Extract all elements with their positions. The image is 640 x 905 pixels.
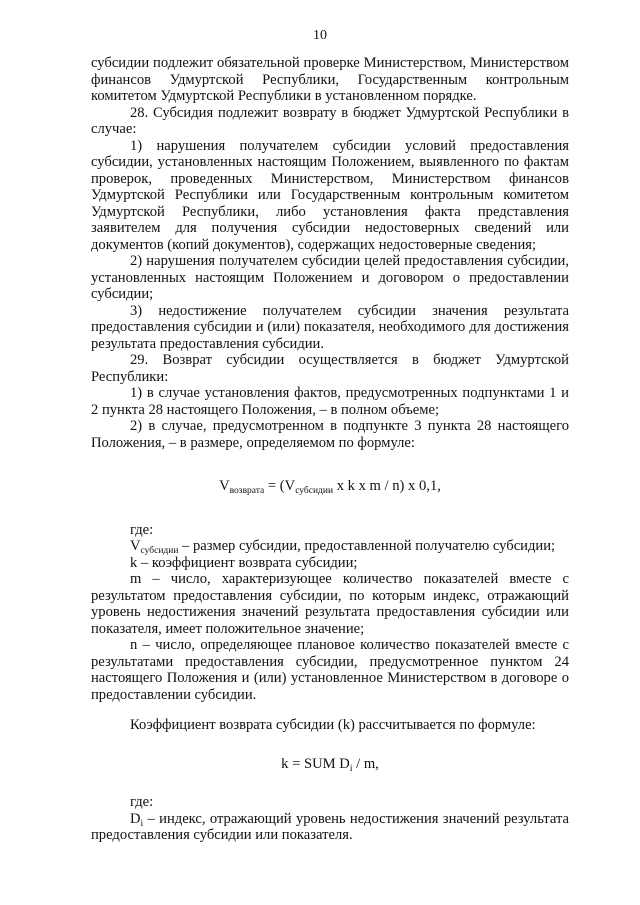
coefficient-intro: Коэффициент возврата субсидии (k) рассчитывается по формуле: — [130, 717, 536, 733]
def-d-subscript: i — [140, 818, 144, 829]
paragraph-28-item-1: 1) нарушения получателем субсидии условий предоставления субсидии, установленных настоящим Положением, выявленного по фактам проверок, проведенных Министерством, Министерством финансов Удмуртской Республики или Государственным контрольным комитетом Удмуртской Республики, либо установления факта представления заявителем для получения субсидии недостоверных сведений или документов (копий документов), содержащих недостоверные сведения; — [91, 137, 569, 253]
def-v-text: – размер субсидии, предоставленной получателю субсидии; — [178, 538, 556, 554]
paragraph-28-item-2: 2) нарушения получателем субсидии целей предоставления субсидии, установленных настоящим Положением и договором о предоставлении субсидии; — [91, 253, 569, 302]
formula-v-subscript: возврата — [229, 486, 265, 496]
formula2-pre: k = SUM D — [281, 755, 350, 772]
formula2-subscript: i — [349, 763, 353, 774]
where-label-1: где: — [130, 521, 154, 538]
def-v-symbol: V — [130, 538, 141, 554]
formula-v: V — [219, 478, 230, 494]
definition-k: k – коэффициент возврата субсидии; — [130, 554, 358, 571]
paragraph-29-item-2: 2) в случае, предусмотренном в подпункте 3 пункта 28 настоящего Положения, – в размере, определяемом по формуле: — [91, 418, 569, 451]
page-number: 10 — [313, 28, 327, 43]
def-v-subscript: субсидии — [140, 546, 179, 556]
formula-rest: x k x m / n) x 0,1, — [333, 478, 441, 494]
paragraph-28-item-3: 3) недостижение получателем субсидии значения результата предоставления субсидии и (или) показателя, необходимого для достижения результата предоставления субсидии. — [91, 302, 569, 352]
formula-coefficient — [91, 756, 569, 773]
definition-d — [91, 811, 569, 844]
formula-return-amount — [91, 478, 569, 495]
formula-vs-subscript: субсидии — [295, 486, 334, 496]
paragraph-29: 29. Возврат субсидии осуществляется в бюджет Удмуртской Республики: — [91, 352, 569, 385]
paragraph-28: 28. Субсидия подлежит возврату в бюджет Удмуртской Республики в случае: — [91, 104, 569, 137]
paragraph-29-item-1: 1) в случае установления фактов, предусмотренных подпунктами 1 и 2 пункта 28 настоящего Положения, – в полном объеме; — [91, 385, 569, 418]
definition-v-subsidy — [91, 538, 569, 555]
paragraph-continuation: субсидии подлежит обязательной проверке Министерством, Министерством финансов Удмуртской Республики, Государственным контрольным комитетом Удмуртской Республики в установленном порядке. — [91, 55, 569, 104]
formula2-rest: / m, — [352, 755, 379, 772]
document-body — [91, 55, 569, 844]
where-label-2: где: — [130, 794, 154, 810]
def-d-symbol: D — [130, 810, 141, 827]
def-d-text: – индекс, отражающий уровень недостижения значений результата предоставления субсидии или показателя. — [91, 810, 569, 843]
definition-m: m – число, характеризующее количество показателей вместе с результатом предоставления субсидии, по которым индекс, отражающий уровень недостижения значений результата предоставления субсидии или показателя, имеет положительное значение; — [91, 571, 569, 637]
formula-mid: = (V — [264, 478, 296, 494]
definition-n: n – число, определяющее плановое количество показателей вместе с результатами предоставления субсидии, предусмотренное пунктом 24 настоящего Положения и (или) установленное Министерством в договоре о предоставлении субсидии. — [91, 637, 569, 703]
